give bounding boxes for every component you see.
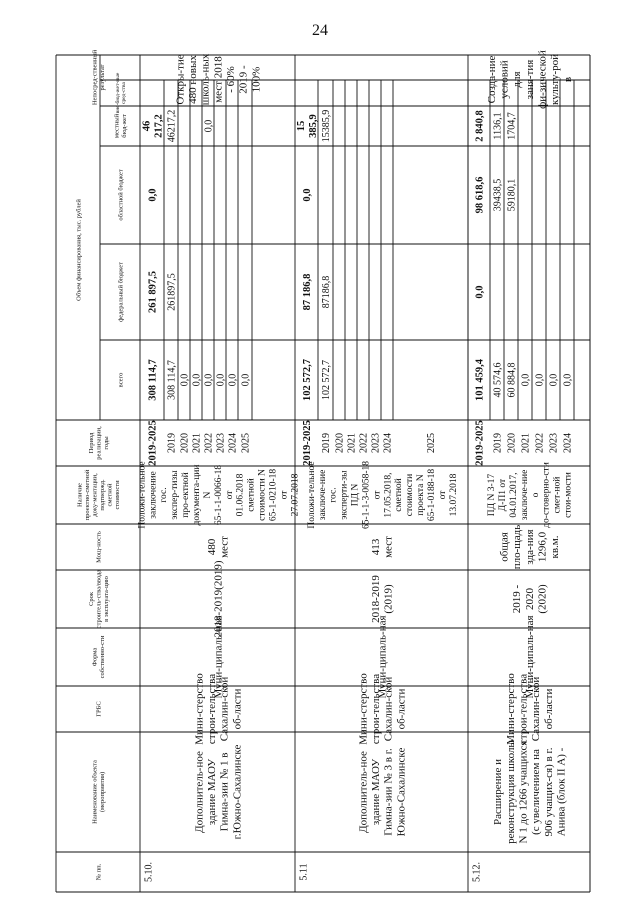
row-local: 1136,1 (492, 112, 504, 140)
row-total: 0,0 (215, 373, 227, 387)
row-local: 15385,9 (321, 109, 332, 143)
row-term: 2019 -2020(2020) (511, 584, 549, 614)
row-year: 2020 (506, 433, 518, 453)
row-local: 46217,2 (141, 114, 165, 138)
header-regional: областной бюджет (117, 169, 125, 221)
row-year: 2023 (215, 433, 227, 453)
row-form: Муни-ципаль-ная (376, 615, 389, 699)
row-federal: 261897,5 (166, 273, 178, 311)
row-federal: 0,0 (474, 285, 486, 299)
row-total: 0,0 (562, 373, 574, 387)
row-form: Муни-ципаль-ная (212, 615, 225, 699)
header-docs: Наличиепроектно-сметнойдоку-ментации,подтвержд.сметнойстоимости (76, 469, 121, 521)
row-local: 46217,2 (166, 109, 178, 143)
row-regional: 59180,1 (506, 178, 518, 212)
row-year: 2019-2025 (147, 420, 159, 466)
row-total: 0,0 (548, 373, 560, 387)
row-year: 2024 (382, 433, 394, 453)
row-year: 2023 (548, 433, 560, 453)
row-year: 2019 (492, 433, 504, 453)
row-year: 2019-2025 (474, 420, 486, 466)
row-year: 2021 (520, 433, 532, 453)
row-total: 308 114,7 (166, 360, 178, 400)
row-total: 0,0 (240, 373, 252, 387)
row-regional: 0,0 (147, 188, 159, 202)
row-local: 15385,9 (296, 114, 320, 138)
row-total: 0,0 (534, 373, 546, 387)
row-year: 2022 (534, 433, 546, 453)
row-year: 2020 (179, 433, 191, 453)
row-grbs: Мини-стерствострои-тельстваСахалин-скойоб-ласти (193, 673, 244, 745)
row-result: Созда-ниеусловийдлязаня-тияфи-зическойкульту-ройв (485, 50, 574, 109)
row-local: 2 840,8 (474, 110, 486, 142)
row-total: 0,0 (191, 373, 203, 387)
row-power: 480мест (206, 536, 231, 558)
row-year: 2023 (370, 433, 382, 453)
row-total: 60 884,8 (506, 362, 518, 398)
row-year: 2019-2025 (302, 420, 314, 466)
header-power: Мощ-ность (95, 531, 103, 563)
row-total: 308 114,7 (147, 359, 159, 401)
row-docs: ПД N 3-17Д-П1 от04.01.2017,заключе-ниеодо-стоверно-стисмет-нойстои-мости (487, 462, 574, 528)
row-number: 5.10. (143, 862, 155, 882)
header-result: Непосред-ственныйрезультат (91, 49, 107, 106)
row-year: 2024 (562, 433, 574, 453)
header-name: Наименование объекта(мероприятия) (91, 760, 107, 824)
row-name: Дополнитель-ноездание МАОУГимна-зии № 3 в г.Южно-Сахалинске (357, 747, 408, 837)
row-federal: 261 897,5 (147, 271, 159, 313)
header-grbs: ГРБС (95, 701, 103, 717)
header-finance: Объем финансирования, тыс. рублей (75, 199, 83, 301)
row-power: общаяпло-щадьзда-ния1296,0кв.м. (498, 524, 562, 570)
row-local: 1704,7 (506, 112, 518, 140)
row-grbs: Мини-стерствострои-тельстваСахалин-скойоб-ласти (357, 673, 408, 745)
row-total: 0,0 (179, 373, 191, 387)
row-local: 0,0 (203, 119, 215, 133)
row-year: 2022 (203, 433, 215, 453)
row-term: 2018-2019(2019) (212, 560, 225, 638)
header-period: Периодреализации,годы (87, 426, 110, 460)
row-year: 2019 (321, 433, 332, 453)
header-term: Срокстроитель-ства/вводав эксплуата-цию (87, 569, 110, 629)
row-name: Расширение иреконструкция школыN 1 до 1266 учащихся(с увеличением на906 учащих-ся) в г.Анива (блок II А) - (492, 740, 568, 844)
row-result: Откры-тие480 новыхшколь-ныхмест 2018- 60%2019 -100% (174, 53, 263, 106)
row-power: 413мест (370, 536, 395, 558)
row-regional: 39438,5 (492, 178, 504, 212)
row-year: 2021 (191, 433, 203, 453)
row-year: 2025 (240, 433, 252, 453)
row-year: 2019 (166, 433, 178, 453)
row-total: 101 459,4 (474, 359, 486, 401)
row-docs: Положи-тельноезаключе-ниегос.эксперти-зыПД N65-1-1-3-0058-18от17.05.2018,сметнойстоимостипроекта N65-1-0188-18от13.07.2018 (306, 460, 459, 530)
header-num: № пп. (95, 863, 103, 881)
row-total: 0,0 (203, 373, 215, 387)
row-total: 102 572,7 (302, 359, 314, 401)
row-docs: Положи-тельноезаключениегос.экспер-тизыпро-ектнойдокумента-цииN65-1-1-0066-18от01.06.2018сметнойстоимости N65-1-0210-18от27.07.2018 (137, 461, 301, 529)
header-form: Формасобственно-сти (91, 635, 107, 679)
row-regional: 0,0 (302, 188, 314, 202)
row-grbs: Мини-стерствострои-тельстваСахалин-скойоб-ласти (504, 673, 555, 745)
row-federal: 87186,8 (321, 275, 332, 309)
row-year: 2022 (358, 433, 370, 453)
row-form: Муни-ципаль-ная (523, 615, 536, 699)
row-federal: 87 186,8 (302, 273, 314, 311)
row-name: Дополнитель-ноездание МАОУГимна-зии № 1 вг.Южно-Сахалинске (193, 744, 244, 840)
row-year: 2025 (426, 433, 437, 453)
row-total: 0,0 (227, 373, 239, 387)
row-number: 5.11 (298, 863, 310, 881)
row-number: 5.12. (471, 862, 483, 882)
row-total: 40 574,6 (492, 362, 504, 398)
row-total: 102 572,7 (321, 360, 332, 400)
header-total: всего (117, 372, 125, 388)
page-number: 24 (312, 22, 328, 39)
row-term: 2018-2019(2019) (370, 575, 395, 623)
header-local: местныйбюд-жет (113, 113, 129, 139)
row-total: 0,0 (520, 373, 532, 387)
row-year: 2024 (227, 433, 239, 453)
row-year: 2020 (334, 433, 346, 453)
row-regional: 98 618,6 (474, 176, 486, 214)
header-other: вне-бюд-жет-ныесред-ства (114, 72, 128, 114)
header-federal: федеральный бюджет (117, 262, 125, 322)
row-year: 2021 (346, 433, 358, 453)
